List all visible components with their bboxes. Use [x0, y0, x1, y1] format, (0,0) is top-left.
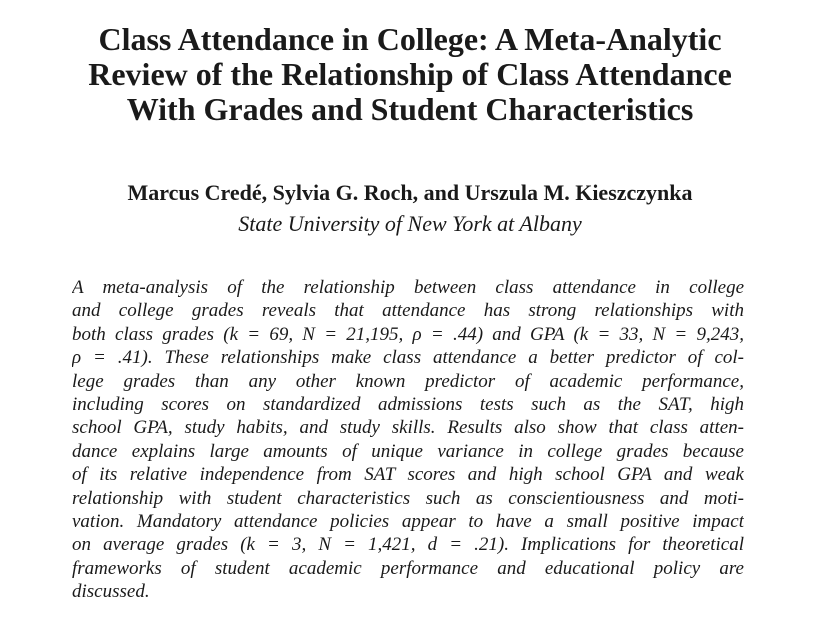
- affiliation: State University of New York at Albany: [238, 211, 582, 236]
- abstract: [72, 276, 744, 603]
- abstract-line: on average grades (k = 3, N = 1,421, d = .21). Implications for theoretical: [72, 534, 744, 556]
- abstract-line: A meta-analysis of the relationship between class attendance in college: [72, 277, 744, 298]
- abstract-line: dance explains large amounts of unique variance in college grades because: [72, 440, 744, 462]
- paper-title: [20, 22, 800, 127]
- author-list: Marcus Credé, Sylvia G. Roch, and Urszula M. Kieszczynka: [127, 180, 693, 205]
- abstract-line: both class grades (k = 69, N = 21,195, ρ = .44) and GPA (k = 33, N = 9,243,: [72, 323, 744, 345]
- abstract-line: school GPA, study habits, and study skills. Results also show that class atten-: [72, 417, 744, 439]
- title-line: With Grades and Student Characteristics: [126, 91, 694, 127]
- abstract-line: including scores on standardized admissions tests such as the SAT, high: [72, 393, 744, 415]
- abstract-line: vation. Mandatory attendance policies appear to have a small positive impact: [72, 510, 744, 532]
- abstract-line: and college grades reveals that attendance has strong relationships with: [72, 300, 744, 322]
- abstract-line: of its relative independence from SAT scores and high school GPA and weak: [72, 464, 744, 486]
- abstract-line: ρ = .41). These relationships make class attendance a better predictor of col-: [72, 347, 744, 369]
- abstract-line: lege grades than any other known predictor of academic performance,: [72, 370, 744, 392]
- abstract-line: discussed.: [72, 581, 150, 603]
- abstract-line: relationship with student characteristics such as conscientiousness and moti-: [72, 487, 744, 509]
- title-line: Class Attendance in College: A Meta-Analytic: [98, 21, 722, 57]
- title-line: Review of the Relationship of Class Attendance: [88, 56, 732, 92]
- abstract-line: frameworks of student academic performance and educational policy are: [72, 557, 744, 579]
